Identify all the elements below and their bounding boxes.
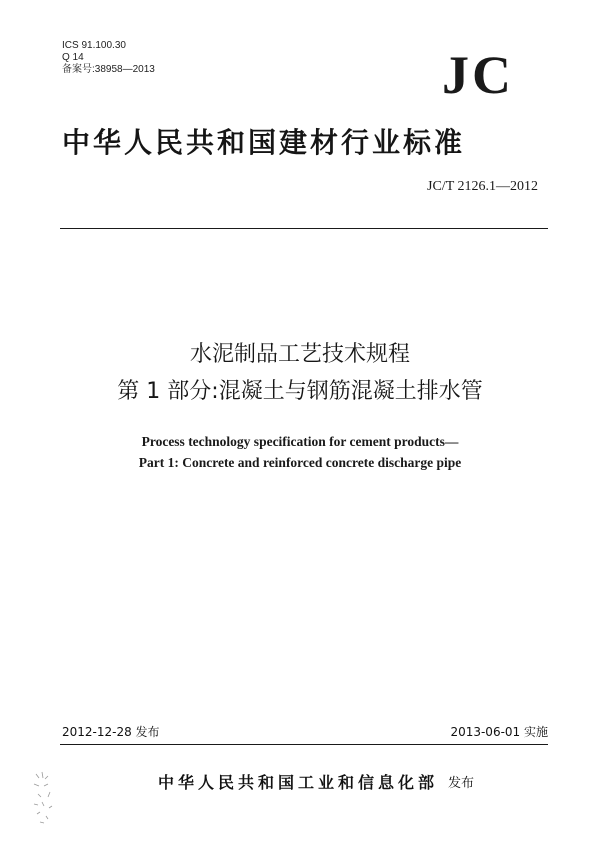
record-number: 备案号:38958—2013	[62, 64, 155, 75]
scan-mark-icon	[28, 768, 68, 828]
issuer-publish-label: 发布	[448, 776, 475, 791]
cn-title-line-2: 第 1 部分:混凝土与钢筋混凝土排水管	[117, 379, 483, 404]
jc-logo: JC	[442, 45, 514, 105]
cn-title-line-1: 水泥制品工艺技术规程	[189, 342, 410, 367]
implementation-date: 2013-06-01 实施	[450, 725, 548, 739]
header-title: 中华人民共和国建材行业标准	[62, 126, 466, 159]
standard-number: JC/T 2126.1—2012	[427, 179, 538, 194]
bottom-divider	[60, 744, 548, 745]
ics-code: ICS 91.100.30	[62, 40, 126, 51]
ccs-code: Q 14	[62, 52, 84, 63]
en-title-line-2: Part 1: Concrete and reinforced concrete discharge pipe	[138, 455, 462, 470]
issue-date: 2012-12-28 发布	[62, 725, 160, 739]
issuer-name: 中华人民共和国工业和信息化部	[158, 773, 439, 792]
top-divider	[60, 228, 548, 229]
en-title-line-1: Process technology specification for cement products—	[141, 434, 459, 449]
